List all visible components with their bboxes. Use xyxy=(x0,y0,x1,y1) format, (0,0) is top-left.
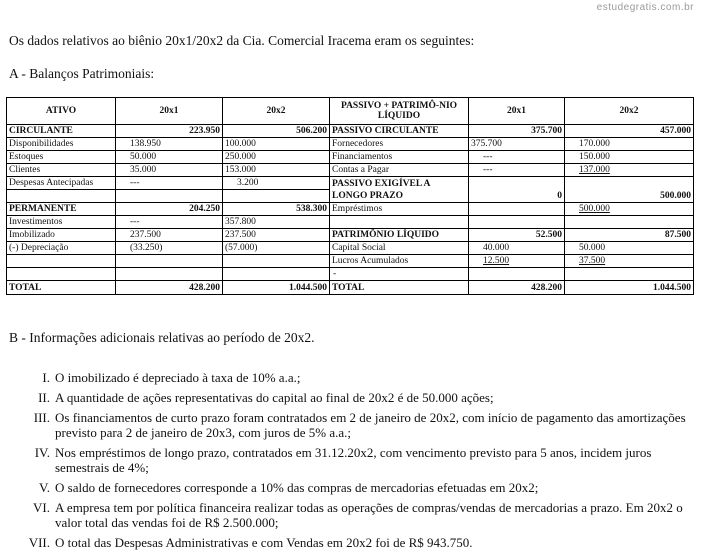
cell: 0 xyxy=(469,190,565,203)
list-item xyxy=(0,500,692,530)
table-row xyxy=(7,268,694,281)
table-row xyxy=(7,216,694,229)
cell xyxy=(7,268,116,281)
underlined-value: 137.000 xyxy=(579,165,610,175)
underlined-value: 12.500 xyxy=(483,256,510,266)
cell: 237.500 xyxy=(223,229,330,242)
list-item xyxy=(0,370,692,385)
cell: PERMANENTE xyxy=(7,203,116,216)
header-passivo-20x2: 20x2 xyxy=(565,98,694,125)
item-text: A quantidade de ações representativas do capital ao final de 20x2 é de 50.000 ações; xyxy=(55,390,494,405)
cell: 204.250 xyxy=(116,203,223,216)
table-row xyxy=(7,138,694,151)
underlined-value: 500.000 xyxy=(579,204,610,214)
table-header-row xyxy=(7,98,694,125)
cell xyxy=(565,255,694,268)
list-item xyxy=(0,445,692,475)
cell xyxy=(565,177,694,190)
cell: Lucros Acumulados xyxy=(330,255,469,268)
cell: 428.200 xyxy=(116,281,223,295)
cell xyxy=(565,164,694,177)
table-row xyxy=(7,242,694,255)
cell: 138.950 xyxy=(116,138,223,151)
cell xyxy=(223,190,330,203)
header-passivo: PASSIVO + PATRIMÔ-NIO LÍQUIDO xyxy=(330,98,469,125)
cell: Contas a Pagar xyxy=(330,164,469,177)
cell xyxy=(116,255,223,268)
item-number: I. xyxy=(42,370,50,385)
cell xyxy=(116,268,223,281)
cell: 150.000 xyxy=(565,151,694,164)
item-text: Os financiamentos de curto prazo foram contratados em 2 de janeiro de 20x2, com início de pagamento das amortizações previsto para 2 de janeiro de 20x3, com juros de 5% a.a.; xyxy=(55,410,686,440)
cell: 40.000 xyxy=(469,242,565,255)
item-text: Nos empréstimos de longo prazo, contratados em 31.12.20x2, com vencimento previsto para 5 anos, incidem juros semestrais de 4%; xyxy=(55,445,652,475)
section-a-title: A - Balanços Patrimoniais: xyxy=(9,66,155,81)
cell: (-) Depreciação xyxy=(7,242,116,255)
cell: Capital Social xyxy=(330,242,469,255)
header-ativo-20x1: 20x1 xyxy=(116,98,223,125)
cell: 457.000 xyxy=(565,125,694,138)
cell: 357.800 xyxy=(223,216,330,229)
underlined-value: 37.500 xyxy=(579,256,606,266)
cell: Empréstimos xyxy=(330,203,469,216)
list-item xyxy=(0,480,692,495)
item-number: V. xyxy=(39,480,50,495)
cell: Financiamentos xyxy=(330,151,469,164)
cell xyxy=(565,268,694,281)
cell xyxy=(469,255,565,268)
cell: --- xyxy=(116,177,223,190)
cell xyxy=(223,255,330,268)
item-number: II. xyxy=(38,390,50,405)
cell: 375.700 xyxy=(469,125,565,138)
item-number: VI. xyxy=(33,500,50,515)
cell xyxy=(469,177,565,190)
list-item xyxy=(0,390,692,405)
list-item xyxy=(0,410,692,440)
cell: 223.950 xyxy=(116,125,223,138)
cell: 3.200 xyxy=(223,177,330,190)
cell: PATRIMÔNIO LÍQUIDO xyxy=(330,229,469,242)
table-row xyxy=(7,229,694,242)
item-number: IV. xyxy=(34,445,50,460)
cell xyxy=(565,203,694,216)
cell xyxy=(116,190,223,203)
cell: 500.000 xyxy=(565,190,694,203)
cell: 538.300 xyxy=(223,203,330,216)
cell: 100.000 xyxy=(223,138,330,151)
cell: 153.000 xyxy=(223,164,330,177)
cell: 50.000 xyxy=(565,242,694,255)
cell: Clientes xyxy=(7,164,116,177)
cell: (57.000) xyxy=(223,242,330,255)
table-row xyxy=(7,151,694,164)
section-b-title: B - Informações adicionais relativas ao período de 20x2. xyxy=(9,330,315,345)
cell: - xyxy=(223,268,330,281)
cell: 250.000 xyxy=(223,151,330,164)
cell xyxy=(469,268,565,281)
table-row xyxy=(7,164,694,177)
cell: Disponibilidades xyxy=(7,138,116,151)
cell: 87.500 xyxy=(565,229,694,242)
cell: Investimentos xyxy=(7,216,116,229)
item-text: O total das Despesas Administrativas e com Vendas em 20x2 foi de R$ 943.750. xyxy=(55,535,473,550)
cell xyxy=(469,203,565,216)
cell xyxy=(7,255,116,268)
cell: 50.000 xyxy=(116,151,223,164)
cell: 506.200 xyxy=(223,125,330,138)
item-number: VII. xyxy=(28,535,50,550)
cell: Despesas Antecipadas xyxy=(7,177,116,190)
cell: 428.200 xyxy=(469,281,565,295)
table-row xyxy=(7,125,694,138)
item-number: III. xyxy=(33,410,50,425)
header-passivo-20x1: 20x1 xyxy=(469,98,565,125)
item-text: A empresa tem por política financeira realizar todas as operações de compras/vendas de mercadorias a prazo. Em 20x2 o valor total das vendas foi de R$ 2.500.000; xyxy=(55,500,683,530)
cell xyxy=(330,216,469,229)
total-row xyxy=(7,281,694,295)
cell xyxy=(7,190,116,203)
cell: Fornecedores xyxy=(330,138,469,151)
cell: --- xyxy=(469,164,565,177)
watermark: estudegratis.com.br xyxy=(596,2,694,13)
cell: (33.250) xyxy=(116,242,223,255)
cell: 35.000 xyxy=(116,164,223,177)
cell xyxy=(565,216,694,229)
intro-text: Os dados relativos ao biênio 20x1/20x2 da Cia. Comercial Iracema eram os seguintes: xyxy=(9,33,475,48)
item-text: O imobilizado é depreciado à taxa de 10% a.a.; xyxy=(55,370,301,385)
table-row xyxy=(7,177,694,190)
header-ativo: ATIVO xyxy=(7,98,116,125)
balance-sheet-table xyxy=(6,97,694,295)
cell: CIRCULANTE xyxy=(7,125,116,138)
cell: 170.000 xyxy=(565,138,694,151)
cell: --- xyxy=(469,151,565,164)
cell: 52.500 xyxy=(469,229,565,242)
cell: 1.044.500 xyxy=(223,281,330,295)
cell xyxy=(330,268,469,281)
cell xyxy=(469,216,565,229)
cell: TOTAL xyxy=(330,281,469,295)
cell: Estoques xyxy=(7,151,116,164)
cell: 237.500 xyxy=(116,229,223,242)
list-item xyxy=(0,535,692,550)
cell: 1.044.500 xyxy=(565,281,694,295)
additional-info-list xyxy=(0,370,692,555)
table-row xyxy=(7,203,694,216)
cell: TOTAL xyxy=(7,281,116,295)
cell: --- xyxy=(116,216,223,229)
item-text: O saldo de fornecedores corresponde a 10% das compras de mercadorias efetuadas em 20x2; xyxy=(55,480,539,495)
cell: PASSIVO EXIGÍVEL A LONGO PRAZO xyxy=(330,177,469,203)
cell: 375.700 xyxy=(469,138,565,151)
table-row xyxy=(7,255,694,268)
cell: Imobilizado xyxy=(7,229,116,242)
cell: PASSIVO CIRCULANTE xyxy=(330,125,469,138)
header-ativo-20x2: 20x2 xyxy=(223,98,330,125)
